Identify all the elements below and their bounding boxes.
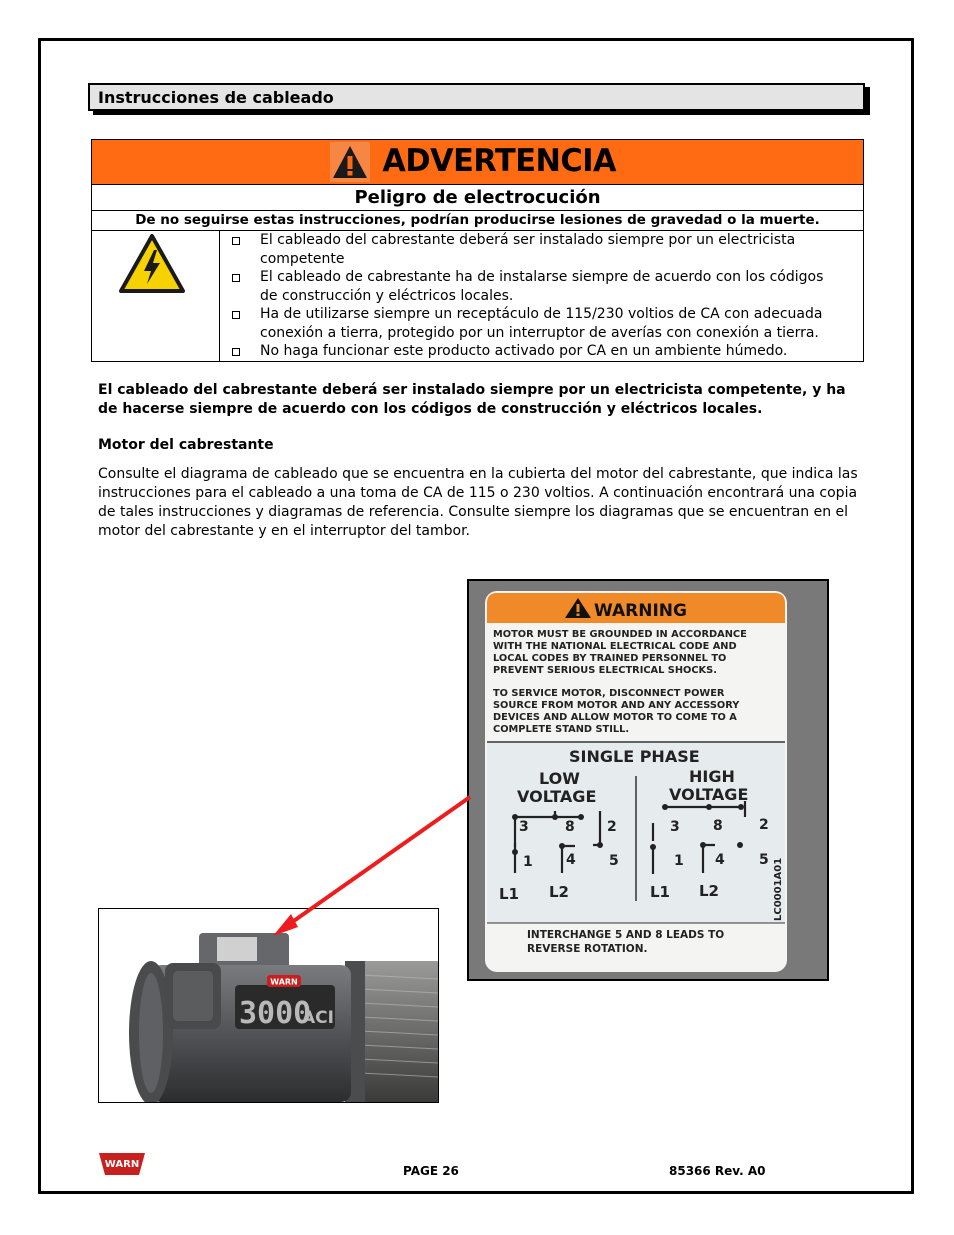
section-title: Instrucciones de cableado — [88, 83, 865, 111]
terminal-label: 2 — [607, 819, 617, 835]
line-label: L2 — [699, 882, 719, 900]
label-line: LOCAL CODES BY TRAINED PERSONNEL TO — [493, 653, 727, 664]
motor-heading: Motor del cabrestante — [98, 437, 274, 453]
label-footer-line: INTERCHANGE 5 AND 8 LEADS TO — [527, 929, 725, 941]
label-warning-text: WARNING — [594, 601, 687, 621]
label-footer-line: REVERSE ROTATION. — [527, 943, 648, 955]
wiring-label-graphic — [469, 581, 827, 979]
terminal-label: 8 — [713, 818, 723, 834]
label-code: LC0001A01 — [773, 857, 784, 921]
warning-box — [91, 139, 864, 362]
terminal-label: 1 — [674, 853, 684, 869]
terminal-label: 2 — [759, 817, 769, 833]
wiring-label-photo — [467, 579, 829, 981]
label-line: WITH THE NATIONAL ELECTRICAL CODE AND — [493, 641, 737, 652]
warning-list-item: El cableado del cabrestante deberá ser instalado siempre por un electricista competente — [232, 231, 845, 268]
checkbox-bullet-icon — [232, 274, 240, 282]
terminal-label: 3 — [519, 819, 529, 835]
label-line: SOURCE FROM MOTOR AND ANY ACCESSORY — [493, 700, 740, 711]
winch-model-text: 3000 — [239, 996, 312, 1031]
terminal-label: 4 — [566, 852, 576, 868]
label-line: MOTOR MUST BE GROUNDED IN ACCORDANCE — [493, 629, 747, 640]
terminal-label: 1 — [523, 854, 533, 870]
winch-motor-photo — [98, 908, 439, 1103]
terminal-label: 5 — [759, 852, 769, 868]
electrical-hazard-icon — [118, 233, 186, 295]
terminal-label: 5 — [609, 853, 619, 869]
warning-triangle-icon — [330, 142, 370, 182]
motor-paragraph: Consulte el diagrama de cableado que se encuentra en la cubierta del motor del cabrestante, que indica las instrucciones para el cableado a una toma de CA de 115 o 230 voltios. A continuación encontrará una copia de tales instrucciones y diagramas de referencia. Consulte siempre los diagramas que se encuentran en el motor del cabrestante y en el interruptor del tambor. — [98, 466, 858, 539]
label-low: LOW — [539, 769, 580, 788]
terminal-label: 4 — [715, 852, 725, 868]
warning-header — [92, 140, 863, 185]
label-voltage: VOLTAGE — [517, 787, 597, 806]
winch-motor-graphic — [99, 909, 438, 1102]
checkbox-bullet-icon — [232, 348, 240, 356]
label-high: HIGH — [689, 767, 735, 786]
terminal-label: 8 — [565, 819, 575, 835]
label-voltage: VOLTAGE — [669, 785, 749, 804]
line-label: L1 — [499, 885, 519, 903]
label-line: PREVENT SERIOUS ELECTRICAL SHOCKS. — [493, 665, 717, 676]
warning-sentence: De no seguirse estas instrucciones, podrían producirse lesiones de gravedad o la muerte. — [92, 211, 863, 231]
checkbox-bullet-icon — [232, 311, 240, 319]
label-line: DEVICES AND ALLOW MOTOR TO COME TO A — [493, 712, 737, 723]
line-label: L2 — [549, 883, 569, 901]
page-number: PAGE 26 — [403, 1164, 459, 1178]
terminal-label: 3 — [670, 819, 680, 835]
warning-list — [232, 231, 845, 361]
line-label: L1 — [650, 883, 670, 901]
label-single-phase: SINGLE PHASE — [569, 747, 700, 766]
checkbox-bullet-icon — [232, 237, 240, 245]
document-revision: 85366 Rev. A0 — [669, 1164, 766, 1178]
warning-icon-cell — [92, 231, 220, 361]
winch-brand-text: WARN — [270, 977, 298, 987]
warn-logo-text: WARN — [104, 1159, 140, 1170]
warning-body — [92, 231, 863, 361]
label-line: TO SERVICE MOTOR, DISCONNECT POWER — [493, 688, 725, 699]
wiring-bold-paragraph: El cableado del cabrestante deberá ser instalado siempre por un electricista competente, y ha de hacerse siempre de acuerdo con los códigos de construcción y eléctricos locales. — [98, 382, 846, 417]
warning-list-item: Ha de utilizarse siempre un receptáculo de 115/230 voltios de CA con adecuada conexión a tierra, protegido por un interruptor de averías con conexión a tierra. — [232, 305, 845, 342]
warn-logo-icon — [98, 1150, 146, 1178]
warning-subtitle: Peligro de electrocución — [92, 185, 863, 211]
warning-list-item: El cableado de cabrestante ha de instalarse siempre de acuerdo con los códigos de construcción y eléctricos locales. — [232, 268, 845, 305]
warning-header-text: ADVERTENCIA — [382, 143, 617, 179]
warning-list-item: No haga funcionar este producto activado por CA en un ambiente húmedo. — [232, 342, 845, 361]
label-line: COMPLETE STAND STILL. — [493, 724, 630, 735]
winch-model-suffix: ACI — [302, 1008, 334, 1028]
